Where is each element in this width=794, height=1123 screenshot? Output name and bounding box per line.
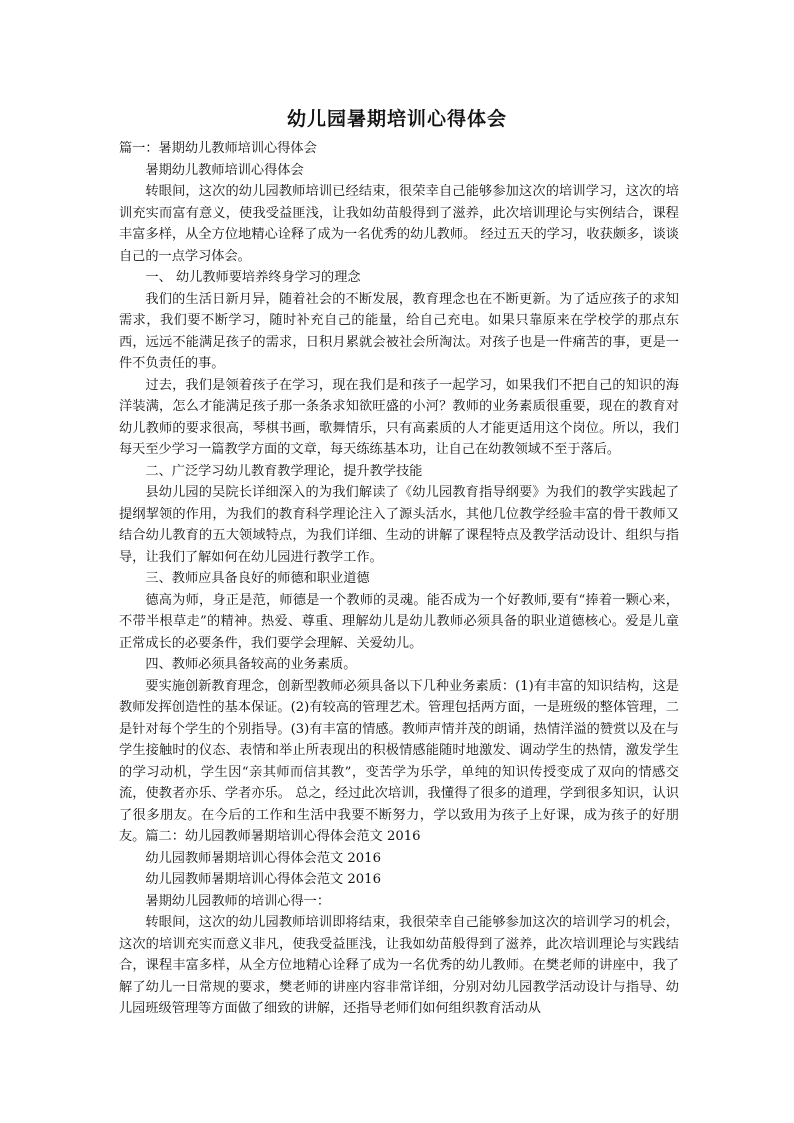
subheading: 幼儿园教师暑期培训心得体会范文 2016 [145,850,381,866]
paragraph: 转眼间，这次的幼儿园教师培训已经结束，很荣幸自己能够参加这次的培训学习，这次的培训充实而富有意义，使我受益匪浅，让我如幼苗般得到了滋养，此次培训理论与实例结合，课程丰富多样，从全方位地精心诠释了成为一名优秀的幼儿教师。 经过五天的学习，收获颇多，谈谈自己的一点学习体会。 [119,184,679,264]
paragraph: 转眼间，这次的幼儿园教师培训即将结束，我很荣幸自己能够参加这次的培训学习的机会，这次的培训充实而意义非凡，使我受益匪浅，让我如幼苗般得到了滋养，此次培训理论与实践结合，课程丰富多样，从全方位地精心诠释了成为一名优秀的幼儿教师。在樊老师的讲座中，我了解了幼儿一日常规的要求，樊老师的讲座内容非常详细，分别对幼儿园教学活动设计与指导、幼儿园班级管理等方面做了细致的讲解，还指导老师们如何组织教育活动从 [119,915,679,1016]
paragraph: 要实施创新教育理念，创新型教师必须具备以下几种业务素质：(1)有丰富的知识结构，这是教师发挥创造性的基本保证。(2)有较高的管理艺术。管理包括两方面，一是班级的整体管理，二是针对每个学生的个别指导。(3)有丰富的情感。教师声情并茂的朗诵，热情洋溢的赞赏以及在与学生接触时的仪态、表情和举止所表现出的积极情感能随时地激发、调动学生的热情，激发学生的学习动机，学生因“亲其师而信其教”，变苦学为乐学，单纯的知识传授变成了双向的情感交流，使教者亦乐、学者亦乐。 总之，经过此次培训，我懂得了很多的道理，学到很多知识，认识了很多朋友。在今后的工作和生活中我要不断努力，学以致用为孩子上好课，成为孩子的好朋友。篇二：幼儿园教师暑期培训心得体会范文 2016 [119,678,679,844]
document-body [119,138,679,1020]
document-title: 幼儿园暑期培训心得体会 [286,108,507,130]
paragraph: 过去，我们是领着孩子在学习，现在我们是和孩子一起学习，如果我们不把自己的知识的海洋装满，怎么才能满足孩子那一条条求知欲旺盛的小河？教师的业务素质很重要，现在的教育对幼儿教师的要求很高，琴棋书画，歌舞情乐，只有高素质的人才能更适用这个岗位。所以，我们每天至少学习一篇教学方面的文章，每天练练基本功，让自己在幼教领域不至于落后。 [119,377,679,457]
point-heading: 二、广泛学习幼儿教育教学理论，提升教学技能 [145,463,423,479]
paragraph: 县幼儿园的吴院长详细深入的为我们解读了《幼儿园教育指导纲要》为我们的教学实践起了提纲挈领的作用，为我们的教育科学理论注入了源头活水，其他几位教学经验丰富的骨干教师又结合幼儿教育的五大领域特点，为我们详细、生动的讲解了课程特点及教学活动设计、组织与指导，让我们了解如何在幼儿园进行教学工作。 [119,485,679,565]
section-heading: 篇一：暑期幼儿教师培训心得体会 [119,141,317,156]
point-heading: 三、教师应具备良好的师德和职业道德 [145,571,370,586]
subheading: 暑期幼儿园教师的培训心得一： [145,893,331,909]
subheading: 幼儿园教师暑期培训心得体会范文 2016 [145,872,381,887]
subheading: 暑期幼儿教师培训心得体会 [145,162,304,178]
point-heading: 四、教师必须具备较高的业务素质。 [145,657,357,672]
point-heading: 一、 幼儿教师要培养终身学习的理念 [145,270,361,285]
paragraph: 我们的生活日新月异，随着社会的不断发展，教育理念也在不断更新。为了适应孩子的求知需求，我们要不断学习，随时补充自己的能量，给自己充电。如果只靠原来在学校学的那点东西，远远不能满足孩子的需求，日积月累就会被社会所淘汰。对孩子也是一件痛苦的事，更是一件不负责任的事。 [119,291,679,371]
paragraph: 德高为师，身正是范，师德是一个教师的灵魂。能否成为一个好教师,要有“捧着一颗心来，不带半根草走”的精神。热爱、尊重、理解幼儿是幼儿教师必须具备的职业道德核心。爱是儿童正常成长的必要条件，我们要学会理解、关爱幼儿。 [119,592,679,651]
